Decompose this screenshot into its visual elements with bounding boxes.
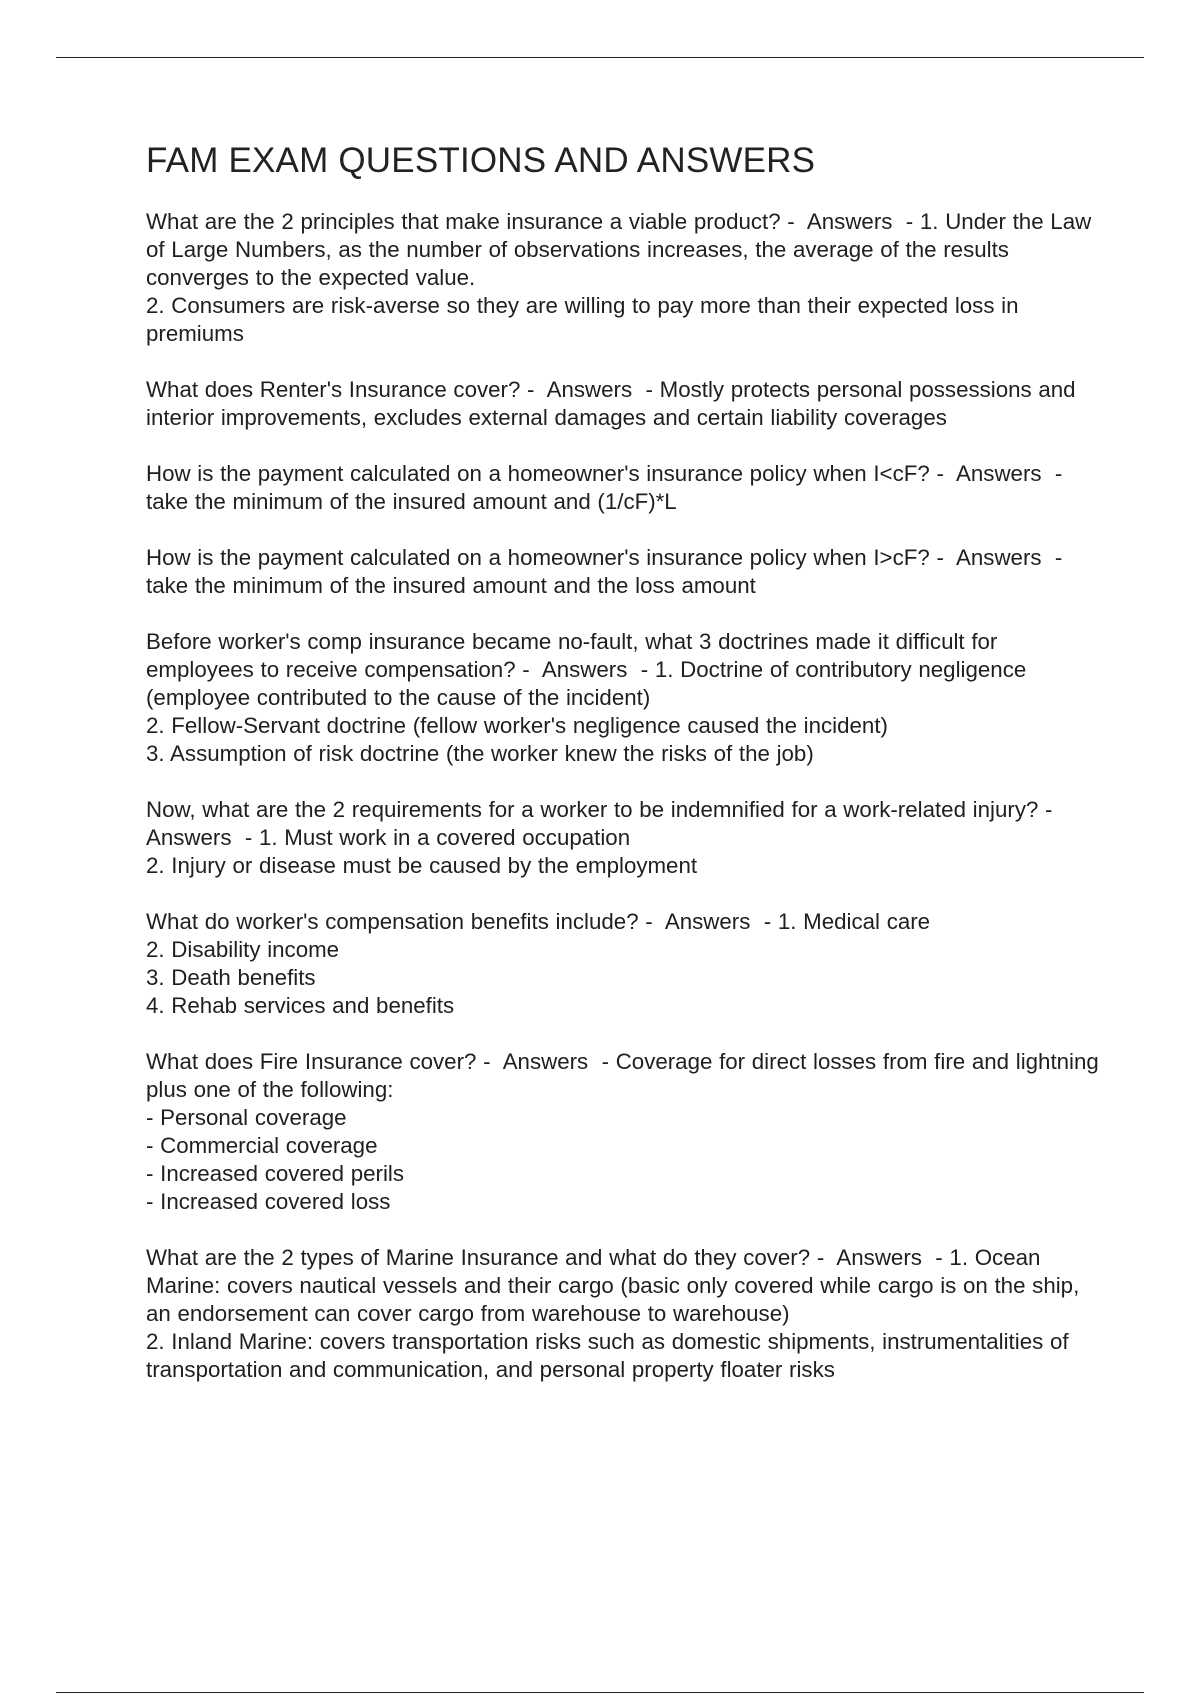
qa-entry-4: How is the payment calculated on a homeowner's insurance policy when I>cF? - Answers - take the minimum of the insured amount and the loss amount [146, 545, 1070, 598]
header-rule [56, 57, 1144, 58]
qa-entry-8: What does Fire Insurance cover? - Answers - Coverage for direct losses from fire and lightning plus one of the following: - Personal coverage - Commercial coverage - Increased covered perils - Increased covered loss [146, 1049, 1099, 1214]
qa-entry-9: What are the 2 types of Marine Insurance and what do they cover? - Answers - 1. Ocean Marine: covers nautical vessels and their cargo (basic only covered while cargo is on the ship, an endorsement can cover cargo from warehouse to warehouse) 2. Inland Marine: covers transportation risks such as domestic shipments, instrumentalities of transportation and communication, and personal property floater risks [146, 1245, 1080, 1382]
qa-entry-5: Before worker's comp insurance became no-fault, what 3 doctrines made it difficult for employees to receive compensation? - Answers - 1. Doctrine of contributory negligence (employee contributed to the cause of the incident) 2. Fellow-Servant doctrine (fellow worker's negligence caused the incident) 3. Assumption of risk doctrine (the worker knew the risks of the job) [146, 629, 1027, 766]
footer-rule [56, 1692, 1144, 1693]
qa-entry-7: What do worker's compensation benefits include? - Answers - 1. Medical care 2. Disability income 3. Death benefits 4. Rehab services and benefits [146, 909, 931, 1018]
document-title: FAM EXAM QUESTIONS AND ANSWERS [146, 141, 816, 180]
qa-entry-6: Now, what are the 2 requirements for a worker to be indemnified for a work-related injury? - Answers - 1. Must work in a covered occupation 2. Injury or disease must be caused by the employment [146, 797, 1053, 878]
qa-entry-2: What does Renter's Insurance cover? - Answers - Mostly protects personal possessions and interior improvements, excludes external damages and certain liability coverages [146, 377, 1083, 430]
qa-entry-3: How is the payment calculated on a homeowner's insurance policy when I<cF? - Answers - take the minimum of the insured amount and (1/cF)*L [146, 461, 1070, 514]
qa-entry-1: What are the 2 principles that make insurance a viable product? - Answers - 1. Under the Law of Large Numbers, as the number of observations increases, the average of the results converges to the expected value. 2. Consumers are risk-averse so they are willing to pay more than their expected loss in premiums [146, 209, 1092, 346]
document-body [146, 140, 1101, 1412]
